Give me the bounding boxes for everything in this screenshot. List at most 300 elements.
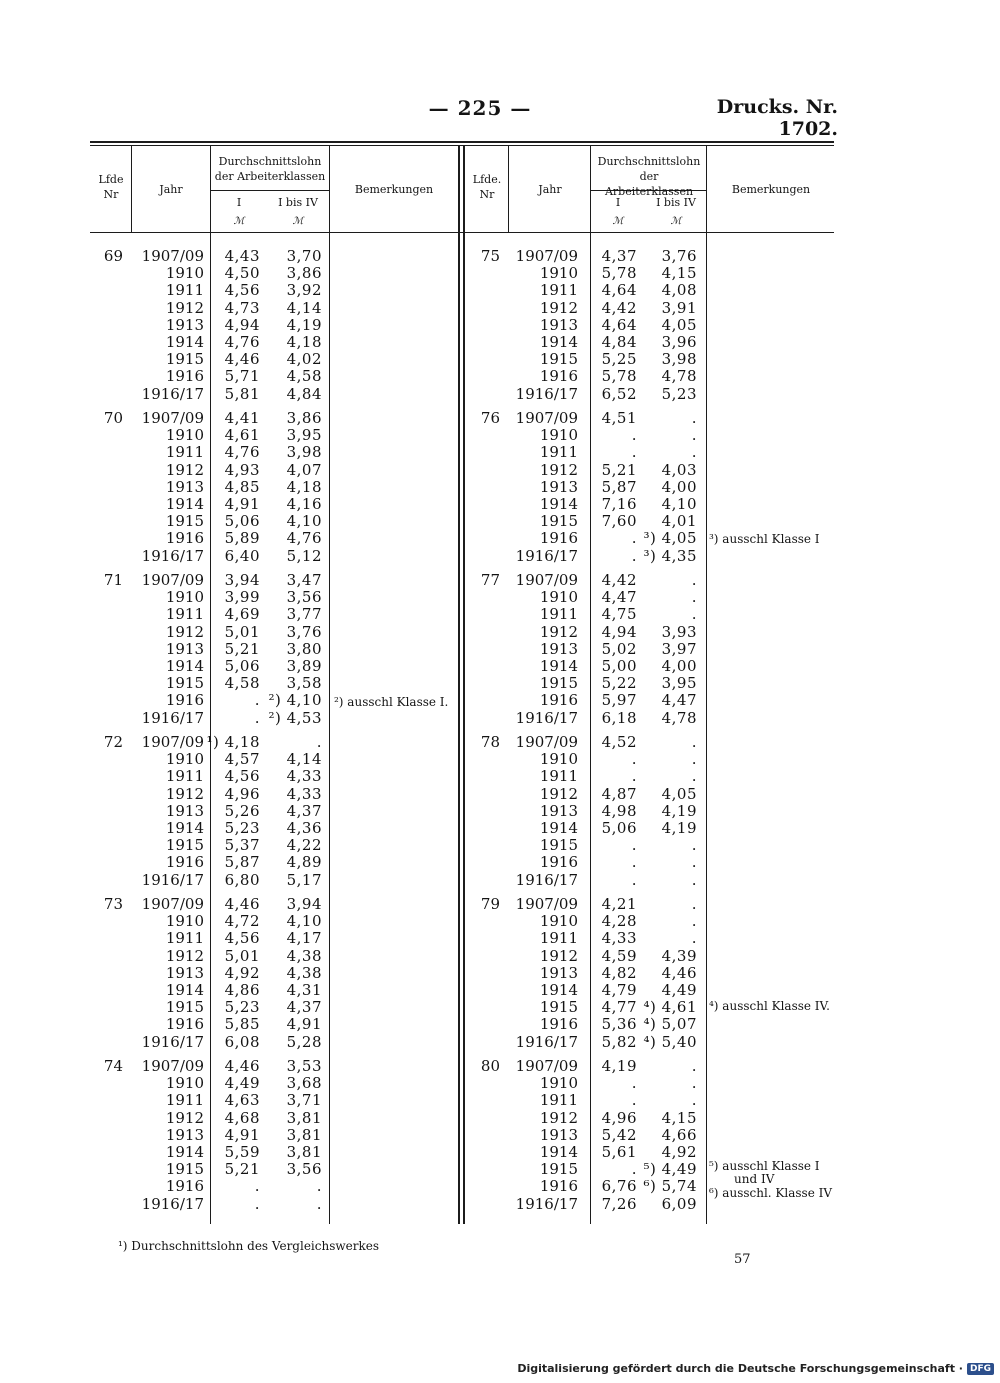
wage-class1-4-cell: 3,56 <box>286 588 322 607</box>
wage-class1-cell: 4,76 <box>224 443 260 462</box>
year-cell: 1916 <box>539 853 578 872</box>
wage-class1-4-cell: 4,76 <box>286 529 322 548</box>
year-cell: 1910 <box>539 264 578 283</box>
year-cell: 1911 <box>165 605 204 624</box>
wage-class1-4-cell: . <box>691 1057 697 1075</box>
wage-class1-cell: 4,47 <box>601 588 637 607</box>
year-cell: 1915 <box>539 1160 578 1179</box>
wage-class1-cell: . <box>631 870 637 889</box>
wage-class1-4-cell: 4,36 <box>286 819 322 837</box>
wage-class1-cell: 4,56 <box>224 929 260 948</box>
wage-class1-cell: 4,96 <box>224 784 260 803</box>
wage-class1-cell: 4,46 <box>224 1057 260 1075</box>
year-cell: 1907/09 <box>141 247 204 265</box>
year-cell: 1914 <box>165 657 204 675</box>
wage-class1-cell: 4,21 <box>601 895 637 913</box>
year-cell: 1911 <box>539 1091 578 1110</box>
wage-class1-4-cell: 4,37 <box>286 801 322 820</box>
wage-class1-cell: 4,63 <box>224 1091 260 1110</box>
year-cell: 1916/17 <box>515 546 578 565</box>
wage-class1-cell: . <box>254 1177 260 1196</box>
wage-class1-cell: 4,82 <box>601 963 637 982</box>
wage-class1-cell: 4,84 <box>601 333 637 351</box>
year-cell: 1915 <box>539 350 578 369</box>
year-cell: 1910 <box>165 426 204 445</box>
wage-class1-4-cell: 3,58 <box>286 674 322 693</box>
wage-class1-4-cell: 4,07 <box>286 460 322 479</box>
wage-class1-cell: 3,99 <box>224 588 260 607</box>
wage-class1-4-cell: 3,47 <box>286 571 322 589</box>
wage-class1-cell: 5,37 <box>224 836 260 855</box>
col-sep <box>706 146 707 1224</box>
print-reference: Drucks. Nr. 1702. <box>716 96 838 140</box>
wage-class1-cell: 5,01 <box>224 946 260 965</box>
wage-class1-cell: 4,92 <box>224 963 260 982</box>
wage-class1-4-cell: 5,17 <box>286 870 322 889</box>
year-cell: 1907/09 <box>515 409 578 427</box>
wage-class1-4-cell: 4,01 <box>661 512 697 531</box>
year-cell: 1907/09 <box>141 895 204 913</box>
wage-class1-cell: 4,51 <box>601 409 637 427</box>
year-cell: 1916 <box>539 1015 578 1034</box>
year-cell: 1914 <box>165 981 204 999</box>
year-cell: 1910 <box>539 426 578 445</box>
year-cell: 1915 <box>165 1160 204 1179</box>
remark-80-c: ⁶) ausschl. Klasse IV <box>709 1186 833 1200</box>
wage-class1-4-cell: . <box>691 870 697 889</box>
year-cell: 1916/17 <box>515 1032 578 1051</box>
year-cell: 1914 <box>165 333 204 351</box>
wage-class1-cell: 4,91 <box>224 495 260 513</box>
wage-class1-cell: 5,06 <box>224 512 260 531</box>
wage-class1-cell: 5,21 <box>601 460 637 479</box>
year-cell: 1915 <box>539 836 578 855</box>
year-cell: 1913 <box>165 477 204 496</box>
wage-class1-4-cell: 4,02 <box>286 350 322 369</box>
col-sep <box>508 146 509 232</box>
wage-class1-cell: 4,28 <box>601 912 637 931</box>
year-cell: 1910 <box>539 588 578 607</box>
row-number: 72 <box>103 733 123 751</box>
wage-class1-4-cell: 3,89 <box>286 657 322 675</box>
wage-class1-cell: 4,37 <box>601 247 637 265</box>
wage-class1-cell: 5,02 <box>601 639 637 658</box>
wage-class1-4-cell: 4,31 <box>286 981 322 999</box>
wage-class1-4-cell: . <box>691 409 697 427</box>
year-cell: 1916/17 <box>141 870 204 889</box>
wage-class1-cell: 4,75 <box>601 605 637 624</box>
year-cell: 1914 <box>539 333 578 351</box>
year-cell: 1914 <box>539 495 578 513</box>
year-cell: 1916 <box>165 529 204 548</box>
year-cell: 1912 <box>539 1108 578 1127</box>
year-cell: 1915 <box>165 512 204 531</box>
wage-class1-cell: 6,40 <box>224 546 260 565</box>
year-cell: 1913 <box>539 639 578 658</box>
wage-class1-4-cell: 4,19 <box>661 801 697 820</box>
wage-class1-4-cell: 4,15 <box>661 264 697 283</box>
wage-class1-4-cell: 3,97 <box>661 639 697 658</box>
wage-class1-cell: 4,59 <box>601 946 637 965</box>
row-number: 71 <box>103 571 123 589</box>
year-cell: 1913 <box>539 801 578 820</box>
year-cell: 1915 <box>539 512 578 531</box>
wage-class1-cell: 6,52 <box>601 384 637 403</box>
wage-class1-4-cell: 4,91 <box>286 1015 322 1034</box>
wage-class1-4-cell: . <box>691 836 697 855</box>
wage-class1-cell: 5,42 <box>601 1125 637 1144</box>
nr-header: Lfde Nr <box>98 173 124 201</box>
wage-class1-cell: 5,25 <box>601 350 637 369</box>
wage-class1-cell: . <box>631 853 637 872</box>
year-cell: 1911 <box>165 443 204 462</box>
wage-class1-cell: 5,01 <box>224 622 260 641</box>
wage-class1-4-cell: 4,18 <box>286 333 322 351</box>
dfg-logo: DFG <box>967 1363 994 1375</box>
wage-class1-cell: 6,80 <box>224 870 260 889</box>
wage-class1-4-cell: 4,58 <box>286 367 322 386</box>
wage-class1-cell: 4,42 <box>601 298 637 317</box>
wage-class1-cell: 5,22 <box>601 674 637 693</box>
year-cell: 1912 <box>165 946 204 965</box>
year-cell: 1907/09 <box>141 409 204 427</box>
jahr-header-right: Jahr <box>538 183 562 196</box>
remark-76: ³) ausschl Klasse I <box>709 532 820 546</box>
year-cell: 1913 <box>539 315 578 334</box>
wage-class1-4-cell: 3,92 <box>286 281 322 300</box>
year-cell: 1907/09 <box>515 1057 578 1075</box>
year-cell: 1912 <box>165 1108 204 1127</box>
year-cell: 1916/17 <box>515 1194 578 1213</box>
wage-class1-4-cell: 3,53 <box>286 1057 322 1075</box>
year-cell: 1913 <box>165 315 204 334</box>
wage-class1-cell: 4,93 <box>224 460 260 479</box>
top-rule-thin <box>90 145 834 146</box>
year-cell: 1912 <box>539 946 578 965</box>
wage-class1-cell: 4,77 <box>601 998 637 1017</box>
wage-class1-4-cell: 3,95 <box>661 674 697 693</box>
wage-class1-cell: 5,21 <box>224 1160 260 1179</box>
wage-class1-cell: 5,78 <box>601 264 637 283</box>
wage-class1-4-cell: ³) 4,05 <box>643 529 697 548</box>
wage-class1-cell: 5,97 <box>601 691 637 710</box>
year-cell: 1913 <box>165 1125 204 1144</box>
wage-class1-4-cell: ⁴) 5,40 <box>643 1032 697 1051</box>
unit-label-right: ℳ <box>612 216 624 227</box>
unit-label-right: ℳ <box>670 216 682 227</box>
year-cell: 1910 <box>539 1074 578 1093</box>
wage-class1-cell: 4,98 <box>601 801 637 820</box>
year-cell: 1916 <box>165 1015 204 1034</box>
wage-class1-cell: 4,52 <box>601 733 637 751</box>
year-cell: 1911 <box>539 929 578 948</box>
wage-class1-4-cell: . <box>691 588 697 607</box>
wage-class1-4-cell: 3,71 <box>286 1091 322 1110</box>
year-cell: 1914 <box>539 657 578 675</box>
year-cell: 1914 <box>539 981 578 999</box>
wage-class1-4-cell: 3,68 <box>286 1074 322 1093</box>
wage-class1-cell: 4,76 <box>224 333 260 351</box>
wage-class1-4-cell: 4,89 <box>286 853 322 872</box>
wage-class1-4-cell: 4,84 <box>286 384 322 403</box>
wage-class1-cell: 7,16 <box>601 495 637 513</box>
wage-class1-cell: 5,06 <box>601 819 637 837</box>
wage-class1-4-cell: 3,81 <box>286 1143 322 1161</box>
wage-class1-cell: 4,61 <box>224 426 260 445</box>
wage-class1-4-cell: . <box>691 750 697 769</box>
wage-class1-cell: 5,00 <box>601 657 637 675</box>
wage-class1-4-cell: 4,37 <box>286 998 322 1017</box>
wage-class1-4-cell: . <box>316 733 322 751</box>
wage-class1-4-cell: 4,18 <box>286 477 322 496</box>
year-cell: 1911 <box>165 767 204 786</box>
wage-class1-4-cell: . <box>691 443 697 462</box>
wage-class1-cell: 4,64 <box>601 315 637 334</box>
wage-class1-cell: 3,94 <box>224 571 260 589</box>
wage-class1-4-cell: 4,15 <box>661 1108 697 1127</box>
year-cell: 1912 <box>165 298 204 317</box>
wage-class1-cell: 4,56 <box>224 767 260 786</box>
sub-head-rule <box>211 190 329 191</box>
wage-class1-4-cell: . <box>691 929 697 948</box>
wage-class1-4-cell: 3,96 <box>661 333 697 351</box>
wage-class1-4-cell: 3,76 <box>286 622 322 641</box>
year-cell: 1907/09 <box>515 571 578 589</box>
year-cell: 1913 <box>539 1125 578 1144</box>
wage-class1-4-cell: 6,09 <box>661 1194 697 1213</box>
top-rule <box>90 141 834 143</box>
wage-class1-4-cell: 4,03 <box>661 460 697 479</box>
wage-class1-cell: 4,87 <box>601 784 637 803</box>
wage-class1-cell: . <box>631 1091 637 1110</box>
remark-80-a: ⁵) ausschl Klasse I <box>709 1159 820 1173</box>
wage-class1-4-cell: 5,12 <box>286 546 322 565</box>
year-cell: 1916/17 <box>141 708 204 727</box>
year-cell: 1915 <box>165 674 204 693</box>
wage-class1-4-cell: 4,19 <box>286 315 322 334</box>
footnote: ¹) Durchschnittslohn des Vergleichswerkes <box>118 1239 380 1253</box>
wage-class1-cell: 4,69 <box>224 605 260 624</box>
col-sep <box>329 146 330 1224</box>
wage-class1-cell: 4,33 <box>601 929 637 948</box>
wage-class1-4-cell: 3,56 <box>286 1160 322 1179</box>
remarks-header-right: Bemerkungen <box>731 183 811 196</box>
class1-header: I <box>236 196 242 209</box>
wage-class1-4-cell: 4,46 <box>661 963 697 982</box>
row-number: 80 <box>480 1057 500 1075</box>
wage-class1-cell: 4,46 <box>224 350 260 369</box>
year-cell: 1915 <box>165 998 204 1017</box>
year-cell: 1907/09 <box>141 733 204 751</box>
year-cell: 1911 <box>539 767 578 786</box>
wage-class1-4-cell: 4,66 <box>661 1125 697 1144</box>
wage-class1-4-cell: 4,78 <box>661 367 697 386</box>
wage-class1-cell: 4,79 <box>601 981 637 999</box>
wage-class1-cell: 6,18 <box>601 708 637 727</box>
wage-class1-cell: . <box>631 1074 637 1093</box>
lohn-header: Durchschnittslohn der Arbeiterklassen <box>214 155 326 183</box>
row-number: 79 <box>480 895 500 913</box>
wage-class1-4-cell: . <box>691 895 697 913</box>
wage-class1-4-cell: ²) 4,10 <box>268 691 322 710</box>
nr-header-right: Lfde. Nr <box>472 173 502 201</box>
year-cell: 1916 <box>539 529 578 548</box>
wage-class1-4-cell: . <box>691 767 697 786</box>
wage-class1-4-cell: 4,17 <box>286 929 322 948</box>
year-cell: 1914 <box>165 1143 204 1161</box>
year-cell: 1914 <box>539 819 578 837</box>
digitization-text: Digitalisierung gefördert durch die Deutsche Forschungsgemeinschaft · <box>517 1362 963 1375</box>
wage-class1-4-cell: 4,05 <box>661 784 697 803</box>
year-cell: 1912 <box>539 460 578 479</box>
wage-class1-4-cell: 4,19 <box>661 819 697 837</box>
row-number: 70 <box>103 409 123 427</box>
wage-class1-4-cell: 3,86 <box>286 409 322 427</box>
wage-class1-cell: . <box>254 691 260 710</box>
row-number: 73 <box>103 895 123 913</box>
wage-class1-4-cell: 4,10 <box>286 512 322 531</box>
year-cell: 1911 <box>165 929 204 948</box>
wage-class1-cell: 5,36 <box>601 1015 637 1034</box>
center-double-rule <box>463 146 465 1224</box>
wage-class1-cell: 4,91 <box>224 1125 260 1144</box>
wage-class1-4-cell: 4,49 <box>661 981 697 999</box>
wage-class1-cell: . <box>631 836 637 855</box>
wage-class1-cell: . <box>254 708 260 727</box>
wage-class1-4-cell: . <box>691 1074 697 1093</box>
wage-class1-cell: 4,64 <box>601 281 637 300</box>
wage-class1-4-cell: . <box>691 571 697 589</box>
wage-class1-4-cell: 4,00 <box>661 657 697 675</box>
wage-class1-cell: 4,68 <box>224 1108 260 1127</box>
wage-class1-4-cell: ³) 4,35 <box>643 546 697 565</box>
wage-class1-4-cell: 3,86 <box>286 264 322 283</box>
wage-class1-cell: . <box>631 767 637 786</box>
wage-class1-cell: 5,82 <box>601 1032 637 1051</box>
wage-class1-4-cell: ⁴) 4,61 <box>643 998 697 1017</box>
year-cell: 1914 <box>165 495 204 513</box>
wage-class1-cell: 4,41 <box>224 409 260 427</box>
year-cell: 1913 <box>539 963 578 982</box>
wage-class1-4-cell: 3,81 <box>286 1108 322 1127</box>
year-cell: 1910 <box>165 588 204 607</box>
wage-class1-cell: 4,94 <box>601 622 637 641</box>
year-cell: 1916 <box>539 367 578 386</box>
row-number: 74 <box>103 1057 123 1075</box>
year-cell: 1913 <box>165 963 204 982</box>
wage-class1-cell: 5,78 <box>601 367 637 386</box>
year-cell: 1915 <box>165 836 204 855</box>
wage-class1-cell: 4,46 <box>224 895 260 913</box>
year-cell: 1916 <box>165 691 204 710</box>
year-cell: 1916/17 <box>515 384 578 403</box>
year-cell: 1916 <box>165 853 204 872</box>
wage-class1-cell: . <box>631 750 637 769</box>
wage-class1-4-cell: 3,70 <box>286 247 322 265</box>
year-cell: 1910 <box>165 1074 204 1093</box>
wage-class1-cell: 5,59 <box>224 1143 260 1161</box>
year-cell: 1913 <box>165 639 204 658</box>
wage-class1-4-cell: . <box>691 853 697 872</box>
year-cell: 1916/17 <box>141 546 204 565</box>
year-cell: 1913 <box>165 801 204 820</box>
year-cell: 1912 <box>539 784 578 803</box>
wage-class1-4-cell: . <box>691 426 697 445</box>
wage-class1-cell: 5,89 <box>224 529 260 548</box>
wage-class1-4-cell: 3,77 <box>286 605 322 624</box>
year-cell: 1910 <box>165 264 204 283</box>
lohn-header-right: Durchschnittslohn der Arbeiterklassen <box>597 155 701 198</box>
wage-class1-4-cell: 3,81 <box>286 1125 322 1144</box>
wage-class1-4-cell: 5,28 <box>286 1032 322 1051</box>
year-cell: 1914 <box>539 1143 578 1161</box>
wage-class1-cell: 5,85 <box>224 1015 260 1034</box>
wage-class1-4-cell: . <box>691 1091 697 1110</box>
wage-class1-cell: . <box>631 529 637 548</box>
remarks-header: Bemerkungen <box>354 183 434 196</box>
year-cell: 1916/17 <box>141 1032 204 1051</box>
wage-class1-cell: 5,87 <box>601 477 637 496</box>
wage-class1-cell: 6,08 <box>224 1032 260 1051</box>
wage-class1-4-cell: . <box>316 1177 322 1196</box>
wage-class1-4-cell: 3,98 <box>286 443 322 462</box>
year-cell: 1912 <box>165 784 204 803</box>
wage-class1-cell: 4,57 <box>224 750 260 769</box>
year-cell: 1916 <box>165 1177 204 1196</box>
row-number: 77 <box>480 571 500 589</box>
wage-class1-4-cell: 4,16 <box>286 495 322 513</box>
digitization-credit <box>517 1362 994 1375</box>
wage-class1-4-cell: 3,80 <box>286 639 322 658</box>
wage-class1-4-cell: ⁵) 4,49 <box>643 1160 697 1179</box>
wage-class1-cell: 5,61 <box>601 1143 637 1161</box>
row-number: 75 <box>480 247 500 265</box>
wage-class1-cell: 4,72 <box>224 912 260 931</box>
wage-class1-cell: 5,21 <box>224 639 260 658</box>
wage-class1-4-cell: 3,91 <box>661 298 697 317</box>
year-cell: 1914 <box>165 819 204 837</box>
wage-class1-4-cell: ⁴) 5,07 <box>643 1015 697 1034</box>
wage-class1-4-cell: 3,98 <box>661 350 697 369</box>
year-cell: 1907/09 <box>141 571 204 589</box>
wage-class1-cell: . <box>631 443 637 462</box>
wage-class1-4-cell: 4,22 <box>286 836 322 855</box>
year-cell: 1912 <box>539 298 578 317</box>
wage-class1-4-cell: . <box>691 605 697 624</box>
remark-71: ²) ausschl Klasse I. <box>334 695 449 709</box>
wage-class1-4-cell: 3,76 <box>661 247 697 265</box>
wage-class1-cell: 6,76 <box>601 1177 637 1196</box>
class1-header-right: I <box>615 196 621 209</box>
wage-class1-4-cell: 4,08 <box>661 281 697 300</box>
wage-class1-4-cell: 3,94 <box>286 895 322 913</box>
year-cell: 1907/09 <box>515 733 578 751</box>
wage-class1-cell: 4,85 <box>224 477 260 496</box>
wage-class1-cell: ¹) 4,18 <box>206 733 260 751</box>
wage-class1-4-cell: 4,33 <box>286 767 322 786</box>
year-cell: 1916/17 <box>515 870 578 889</box>
wage-class1-cell: . <box>631 1160 637 1179</box>
wage-class1-4-cell: 3,95 <box>286 426 322 445</box>
wage-class1-cell: 4,73 <box>224 298 260 317</box>
wage-class1-cell: 4,96 <box>601 1108 637 1127</box>
year-cell: 1915 <box>165 350 204 369</box>
wage-class1-4-cell: 4,05 <box>661 315 697 334</box>
year-cell: 1912 <box>539 622 578 641</box>
year-cell: 1915 <box>539 674 578 693</box>
center-double-rule <box>458 146 460 1224</box>
wage-class1-cell: 4,58 <box>224 674 260 693</box>
